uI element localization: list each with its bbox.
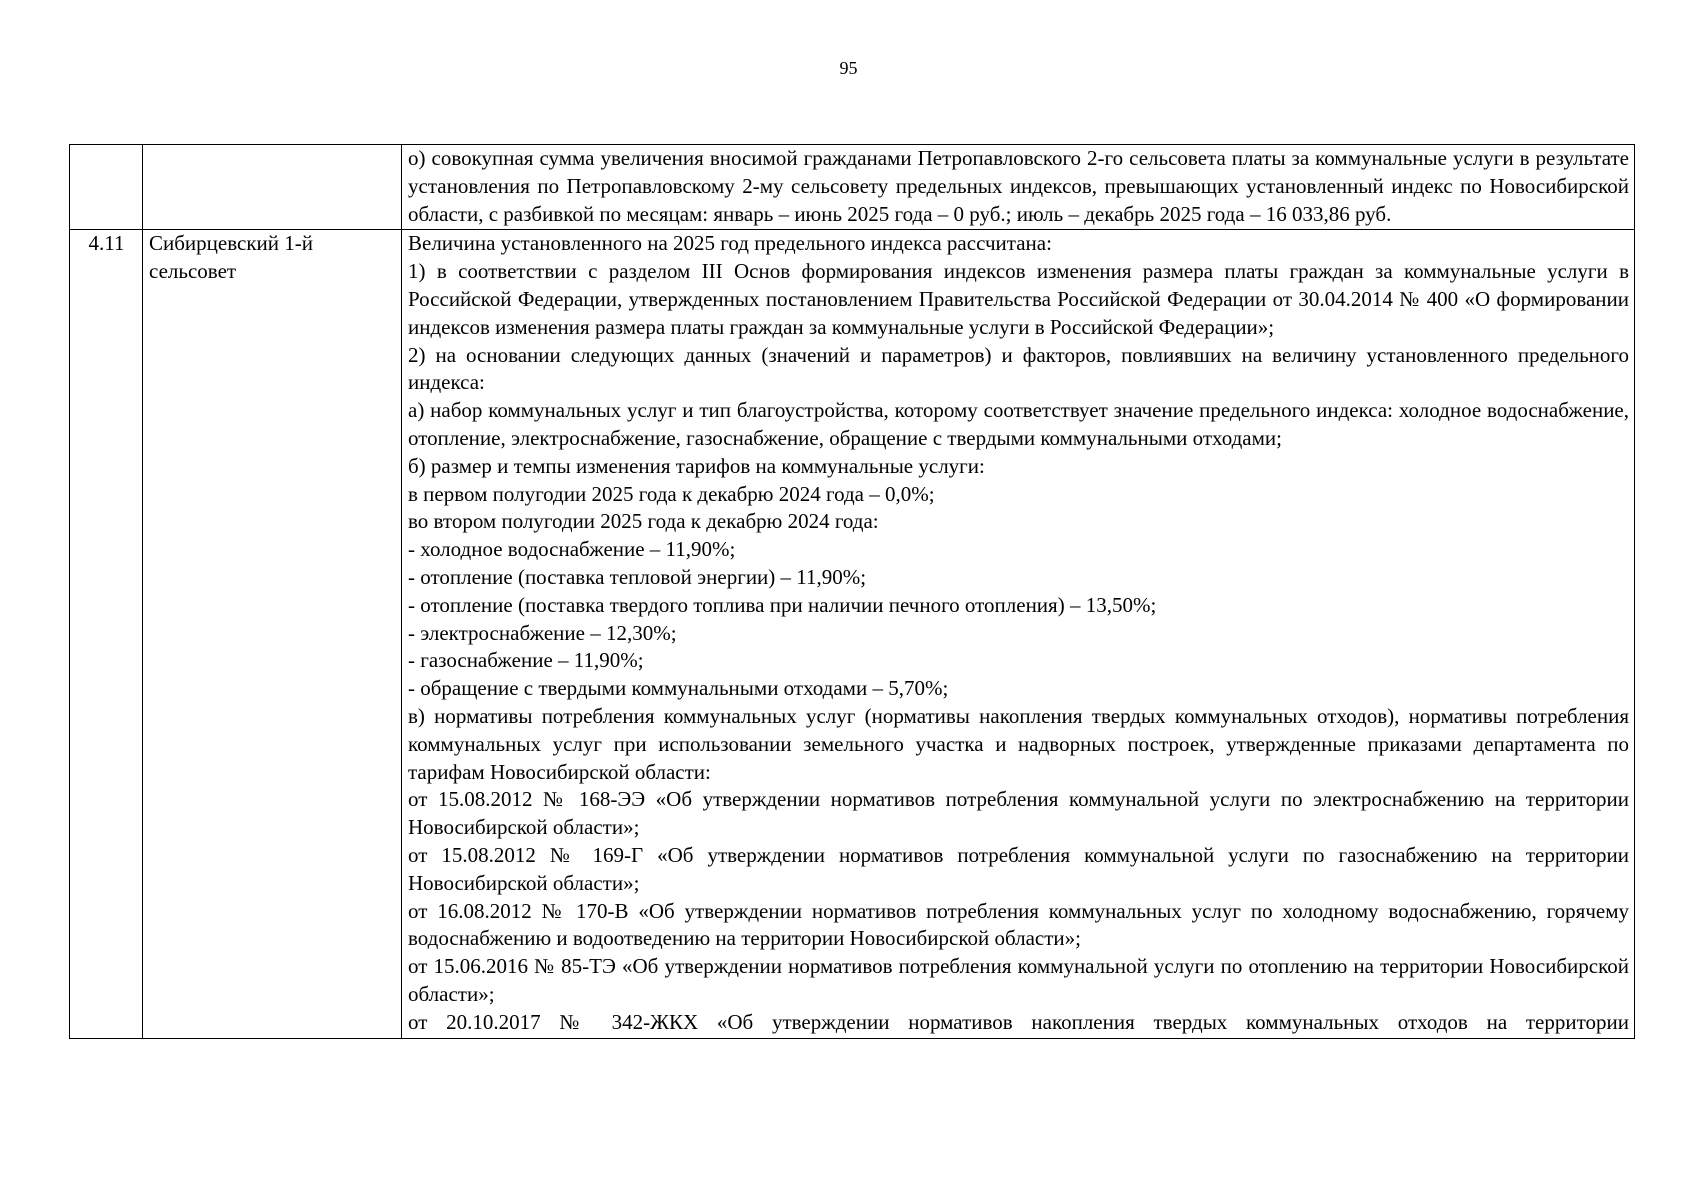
paragraph: Величина установленного на 2025 год предельного индекса рассчитана: <box>408 231 1052 256</box>
table-row <box>70 230 1635 1038</box>
table-row <box>70 145 1635 230</box>
paragraph: 2) на основании следующих данных (значений и параметров) и факторов, повлиявших на величину установленного предельного индекса: <box>408 342 1629 395</box>
paragraph: о) совокупная сумма увеличения вносимой гражданами Петропавловского 2-го сельсовета платы за коммунальные услуги в результате установления по Петропавловскому 2-му сельсовету предельных индексов, превышающих установленный индекс по Новосибирской области, с разбивкой по месяцам: январь – июнь 2025 года – 0 руб.; июль – декабрь 2025 года – 16 033,86 руб. <box>408 146 1629 226</box>
row-number-cell <box>70 145 143 230</box>
description-cell <box>402 230 1635 1038</box>
paragraph: в первом полугодии 2025 года к декабрю 2024 года – 0,0%; <box>408 481 935 506</box>
paragraph: - отопление (поставка твердого топлива при наличии печного отопления) – 13,50%; <box>408 592 1157 617</box>
index-table <box>69 144 1635 1039</box>
description-cell <box>402 145 1635 230</box>
paragraph: - отопление (поставка тепловой энергии) – 11,90%; <box>408 564 867 589</box>
paragraph: от 15.08.2012 № 168-ЭЭ «Об утверждении нормативов потребления коммунальной услуги по электроснабжению на территории Новосибирской области»; <box>408 787 1629 840</box>
paragraph: от 15.06.2016 № 85-ТЭ «Об утверждении нормативов потребления коммунальной услуги по отоплению на территории Новосибирской области»; <box>408 954 1629 1006</box>
paragraph: от 16.08.2012 № 170-В «Об утверждении нормативов потребления коммунальных услуг по холодному водоснабжению, горячему водоснабжению и водоотведению на территории Новосибирской области»; <box>408 898 1629 951</box>
municipality-cell <box>143 145 402 230</box>
paragraph: - обращение с твердыми коммунальными отходами – 5,70%; <box>408 676 949 701</box>
paragraph: в) нормативы потребления коммунальных услуг (нормативы накопления твердых коммунальных отходов), нормативы потребления коммунальных услуг при использовании земельного участка и надворных построек, утвержденные приказами департамента по тарифам Новосибирской области: <box>408 703 1629 784</box>
paragraph: б) размер и темпы изменения тарифов на коммунальные услуги: <box>408 453 985 478</box>
paragraph: 1) в соответствии с разделом III Основ формирования индексов изменения размера платы граждан за коммунальные услуги в Российской Федерации, утвержденных постановлением Правительства Российской Федерации от 30.04.2014 № 400 «О формировании индексов изменения размера платы граждан за коммунальные услуги в Российской Федерации»; <box>408 259 1629 339</box>
paragraph: - электроснабжение – 12,30%; <box>408 620 677 645</box>
paragraph: - холодное водоснабжение – 11,90%; <box>408 537 736 562</box>
paragraph: от 20.10.2017 № 342-ЖКХ «Об утверждении нормативов накопления твердых коммунальных отходов на территории <box>408 1009 1629 1034</box>
page-number: 95 <box>839 58 858 78</box>
paragraph: во втором полугодии 2025 года к декабрю 2024 года: <box>408 509 879 534</box>
municipality-cell: Сибирцевский 1-й сельсовет <box>143 230 402 1038</box>
paragraph: а) набор коммунальных услуг и тип благоустройства, которому соответствует значение предельного индекса: холодное водоснабжение, отопление, электроснабжение, газоснабжение, обращение с твердыми коммунальными отходами; <box>408 398 1629 450</box>
row-number-cell: 4.11 <box>70 230 143 1038</box>
paragraph: - газоснабжение – 11,90%; <box>408 648 644 673</box>
paragraph: от 15.08.2012 № 169-Г «Об утверждении нормативов потребления коммунальной услуги по газоснабжению на территории Новосибирской области»; <box>408 842 1629 895</box>
